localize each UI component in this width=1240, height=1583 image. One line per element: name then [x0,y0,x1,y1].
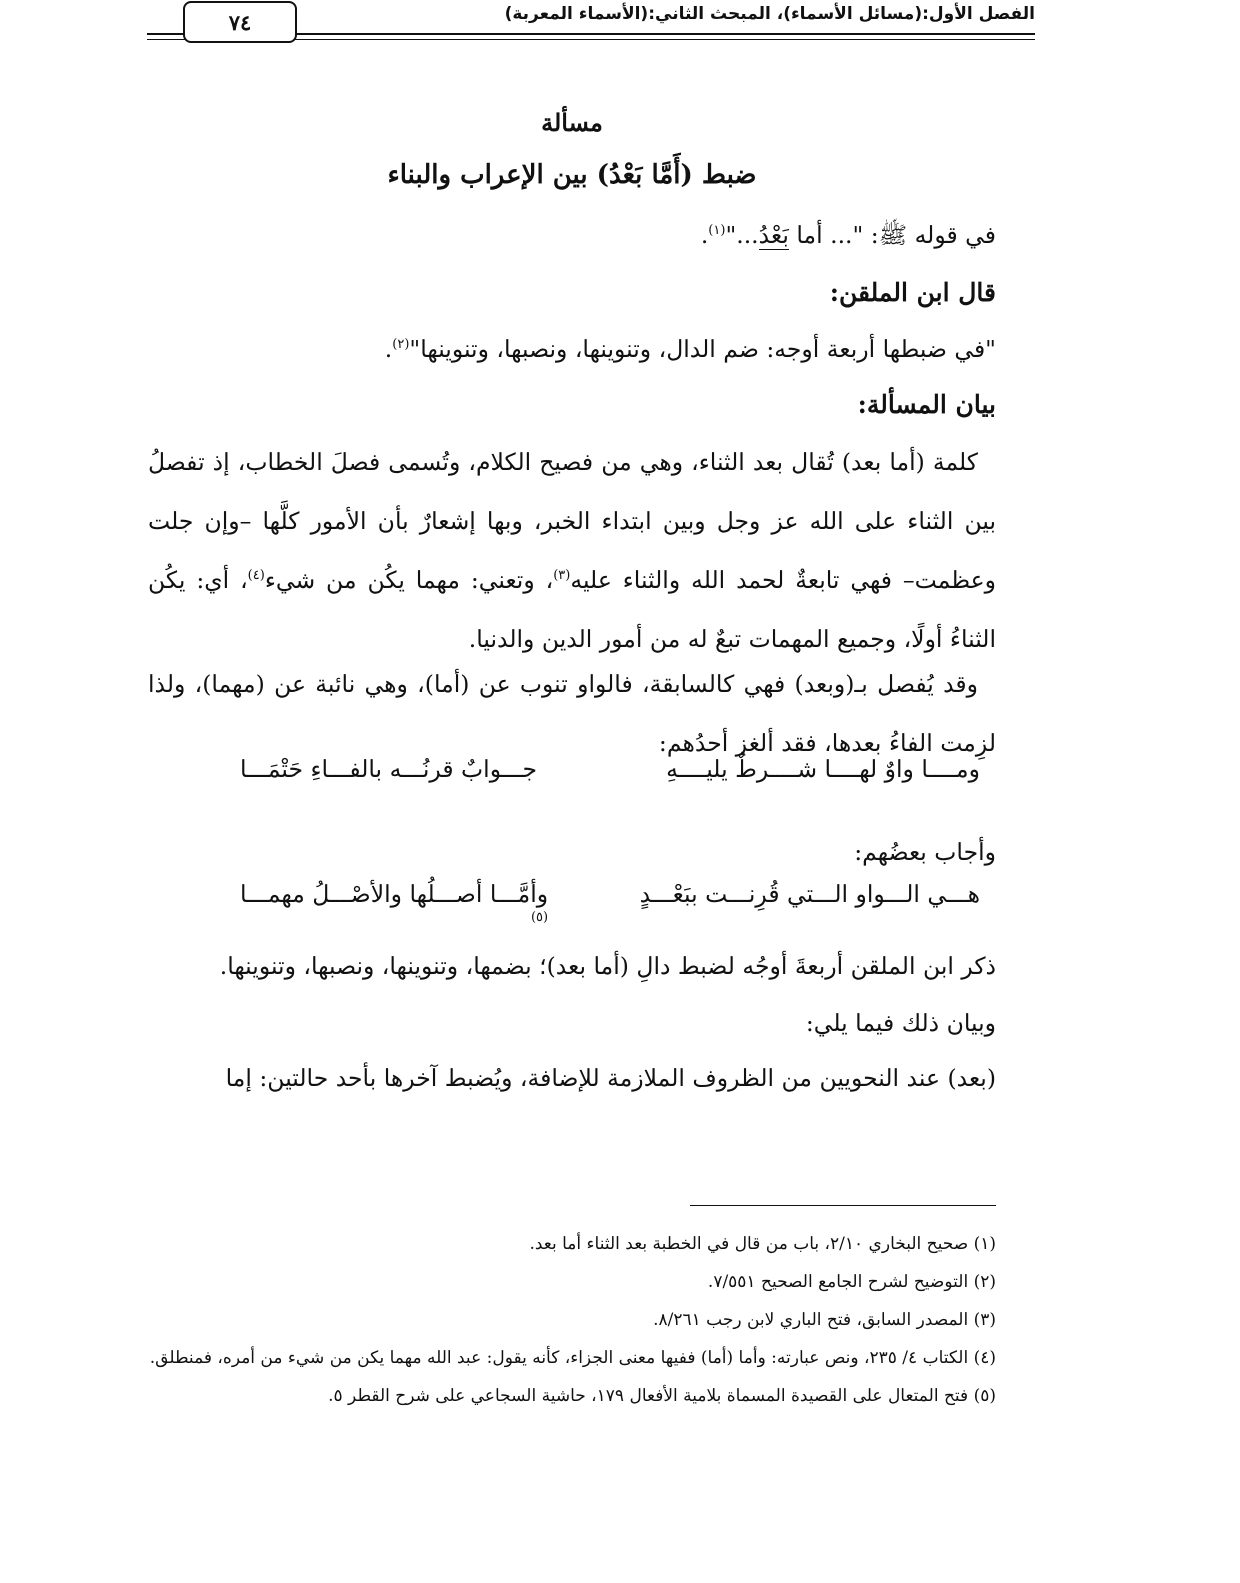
paragraph-5: (بعد) عند النحويين من الظروف الملازمة للإضافة، ويُضبط آخرها بأحد حالتين: إما [225,1064,996,1092]
page-number: ٧٤ [228,9,252,35]
paragraph-4: وبيان ذلك فيما يلي: [805,1009,996,1037]
section-title: ضبط (أَمَّا بَعْدُ) بين الإعراب والبناء [387,160,757,190]
footnote-3: (٣) المصدر السابق، فتح الباري لابن رجب ٨/٢٦١. [653,1310,996,1330]
said-heading: قال ابن الملقن: [829,278,996,307]
running-header-title: الفصل الأول:(مسائل الأسماء)، المبحث الثاني:(الأسماء المعربة) [504,4,1035,24]
footnote-4: (٤) الكتاب ٤/ ٢٣٥، ونص عبارته: وأما (أما) ففيها معنى الجزاء، كأنه يقول: عبد الله مهما يكن من شيء من أمره، فمنطلق. [149,1348,996,1368]
quote-prefix: في قوله ﷺ: "... أما [788,221,996,249]
paragraph-1 [148,433,996,669]
footnote-ref-3: (٣) [553,568,571,584]
quote-end: . [700,221,709,249]
paragraph-2: وقد يُفصل بـ(وبعد) فهي كالسابقة، فالواو تنوب عن (أما)، وهي نائبة عن (مهما)، ولذا لزِمت الفاءُ بعدها، فقد ألغز أحدُهم: [148,670,996,757]
footnote-ref-1: (١) [708,223,726,239]
verse-2 [240,880,980,936]
explain-heading: بيان المسألة: [857,390,996,419]
footnote-ref-4: (٤) [247,568,265,584]
page-number-box [183,1,297,43]
said-end: . [384,335,393,363]
paragraph-1-text-c: ، أي: يكُن الثناءُ أولًا، وجميع المهمات تبعٌ له من أمور الدين والدنيا. [148,566,996,653]
footnote-separator [690,1205,996,1206]
said-quote [148,320,996,379]
verse-1-first-hemistich: ومــــا واوٌ لهــــا شــــرطٌ يليــــهِ [666,755,980,783]
paragraph-1-text-b: ، وتعني: مهما يكُن من شيء [264,566,554,594]
verse-1 [240,755,980,783]
footnote-5: (٥) فتح المتعال على القصيدة المسماة بلامية الأفعال ١٧٩، حاشية السجاعي على شرح القطر ٥. [328,1386,996,1406]
hadith-quote [148,206,996,265]
quote-suffix: ..." [725,221,759,249]
footnote-ref-5: (٥) [530,910,549,926]
answer-intro: وأجاب بعضُهم: [854,838,996,866]
footnote-2: (٢) التوضيح لشرح الجامع الصحيح ٧/٥٥١. [707,1272,996,1292]
verse-2-second-hemistich: وأمَّـــا أصـــلُها والأصْـــلُ مهمـــا [240,880,549,908]
footnote-1: (١) صحيح البخاري ٢/١٠، باب من قال في الخطبة بعد الثناء أما بعد. [529,1234,996,1254]
paragraph-3: ذكر ابن الملقن أربعةَ أوجُه لضبط دالِ (أما بعد)؛ بضمها، وتنوينها، ونصبها، وتنوينها. [219,952,996,980]
section-label: مسألة [541,108,603,137]
verse-1-second-hemistich: جـــوابٌ قرنُـــه بالفـــاءِ حَتْمَـــا [240,755,538,783]
quote-underlined-word: بَعْدُ [758,221,789,249]
verse-2-first-hemistich: هـــي الـــواو الـــتي قُرِنـــت ببَعْـــدٍ [639,880,980,908]
paragraph-1-text-a: كلمة (أما بعد) تُقال بعد الثناء، وهي من فصيح الكلام، وتُسمى فصلَ الخطاب، إذ تفصلُ بين الثناء على الله عز وجل وبين ابتداء الخبر، وبها إشعارٌ بأن الأمور كلَّها –وإن جلت وعظمت– فهي تابعةٌ لحمد الله والثناء عليه [148,448,996,594]
footnote-ref-2: (٢) [392,337,410,353]
said-text: "في ضبطها أربعة أوجه: ضم الدال، وتنوينها، ونصبها، وتنوينها" [409,335,996,363]
verse-2-second-hemistich-wrap [240,880,548,936]
footnotes [148,1225,996,1415]
